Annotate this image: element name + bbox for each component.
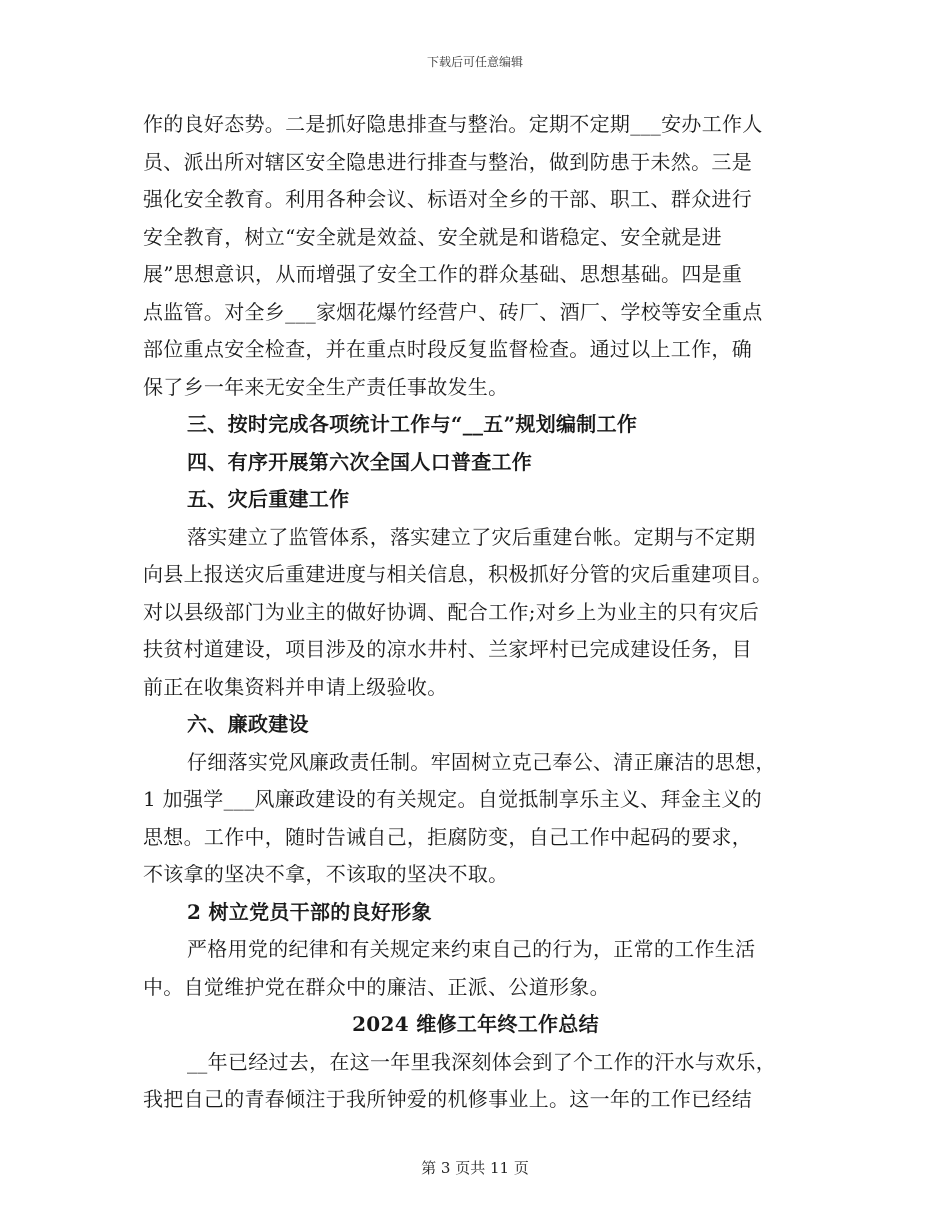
page-footer: 第 3 页共 11 页 [421, 1159, 529, 1177]
paragraph-line: 1 加强学___风廉政建设的有关规定。自觉抵制享乐主义、拜金主义的 [143, 787, 762, 811]
paragraph-line: 仔细落实党风廉政责任制。牢固树立克己奉公、清正廉洁的思想， [187, 749, 776, 774]
paragraph-line: 对以县级部门为业主的做好协调、配合工作;对乡上为业主的只有灾后 [143, 599, 760, 624]
section-heading: 2024 维修工年终工作总结 [352, 1012, 599, 1036]
section-heading: 三、按时完成各项统计工作与“__五”规划编制工作 [187, 412, 638, 436]
paragraph-line: 中。自觉维护党在群众中的廉洁、正派、公道形象。 [143, 974, 610, 999]
paragraph-line: 作的良好态势。二是抓好隐患排查与整治。定期不定期___安办工作人 [143, 112, 763, 136]
section-heading: 五、灾后重建工作 [187, 487, 350, 511]
section-heading: 2 树立党员干部的良好形象 [187, 899, 432, 924]
document-body [143, 106, 808, 1119]
paragraph-line: 点监管。对全乡___家烟花爆竹经营户、砖厂、酒厂、学校等安全重点 [143, 299, 763, 324]
paragraph-line: 保了乡一年来无安全生产责任事故发生。 [143, 374, 509, 399]
section-heading: 六、廉政建设 [187, 712, 309, 736]
section-heading: 四、有序开展第六次全国人口普查工作 [187, 449, 533, 474]
paragraph-line: 员、派出所对辖区安全隐患进行排查与整治，做到防患于未然。三是 [143, 149, 752, 174]
paragraph-line: 前正在收集资料并申请上级验收。 [143, 674, 448, 699]
paragraph-line: 思想。工作中，随时告诫自己，拒腐防变，自己工作中起码的要求， [143, 824, 752, 849]
paragraph-line: 向县上报送灾后重建进度与相关信息，积极抓好分管的灾后重建项目。 [143, 562, 773, 586]
paragraph-line: 严格用党的纪律和有关规定来约束自己的行为，正常的工作生活 [187, 937, 756, 961]
paragraph-line: 落实建立了监管体系，落实建立了灾后重建台帐。定期与不定期 [187, 524, 756, 549]
paragraph-line: 展”思想意识，从而增强了安全工作的群众基础、思想基础。四是重 [143, 262, 743, 286]
paragraph-line: 不该拿的坚决不拿，不该取的坚决不取。 [143, 862, 509, 886]
page-header: 下载后可任意编辑 [426, 55, 523, 69]
paragraph-line: 强化安全教育。利用各种会议、标语对全乡的干部、职工、群众进行 [143, 187, 752, 211]
paragraph-line: 部位重点安全检查，并在重点时段反复监督检查。通过以上工作，确 [143, 337, 752, 361]
paragraph-line: __年已经过去，在这一年里我深刻体会到了个工作的汗水与欢乐， [187, 1049, 776, 1074]
paragraph-line: 扶贫村道建设，项目涉及的凉水井村、兰家坪村已完成建设任务，目 [143, 637, 752, 661]
paragraph-line: 安全教育，树立“安全就是效益、安全就是和谐稳定、安全就是进 [143, 224, 722, 249]
paragraph-line: 我把自己的青春倾注于我所钟爱的机修事业上。这一年的工作已经结 [143, 1087, 752, 1111]
